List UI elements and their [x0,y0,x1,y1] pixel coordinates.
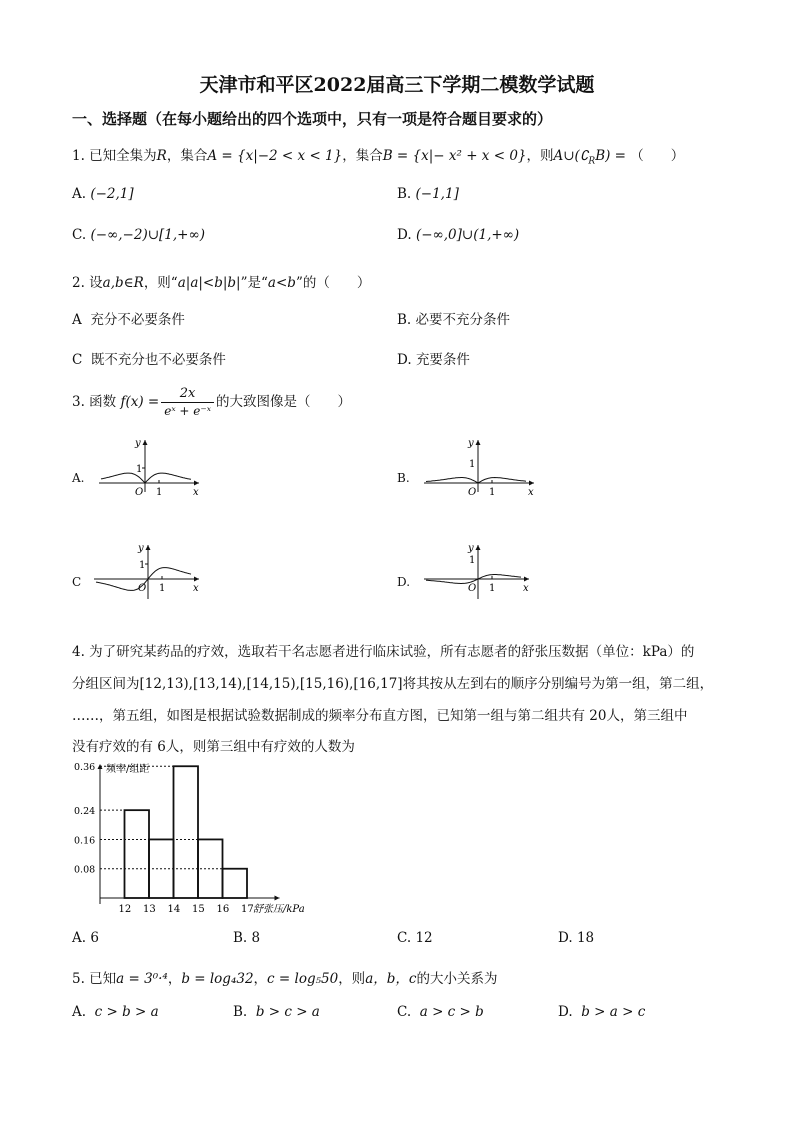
fraction: $\frac{2x}{\text{eˣ + e⁻ˣ}}$ [161,386,214,419]
question-4-line-4: 没有疗效的有 6人，则第三组中有疗效的人数为 [72,739,355,755]
question-4-option-a: A. 6 [72,930,99,946]
question-2-option-d: D. 充要条件 [397,352,470,368]
x-axis-label: x [523,583,529,594]
y-axis-label: y [468,543,474,554]
origin-label: O [138,583,147,594]
y-axis-label: y [138,543,144,554]
hist-y-tick-label: 0.36 [74,762,96,774]
graph-b-label: B. [397,471,410,485]
question-1-option-d: D. (−∞,0]∪(1,+∞) [397,227,520,243]
y-axis-label: y [135,438,141,449]
question-2-option-c: C 既不充分也不必要条件 [72,352,226,368]
x-one-label: 1 [156,487,163,498]
y-axis-arrow [476,545,481,550]
x-axis-arrow [529,481,534,486]
section-heading: 一、选择题（在每小题给出的四个选项中，只有一项是符合题目要求的） [72,110,553,128]
y-one-label: 1 [469,555,476,566]
origin-label: O [135,487,144,498]
hist-y-tick-label: 0.08 [74,864,96,876]
question-4-option-d: D. 18 [558,930,595,946]
x-axis-label: x [193,583,199,594]
question-2-option-a: A 充分不必要条件 [72,312,185,328]
question-4-option-c: C. 12 [397,930,433,946]
graph-d-label: D. [397,575,411,589]
question-4-line-2: 分组区间为[12,13),[13,14),[14,15),[15,16),[16,17]将其按从左到右的顺序分别编号为第一组，第二组， [72,676,714,692]
x-one-label: 1 [489,487,496,498]
question-5-option-b: B. b > c > a [233,1004,320,1020]
question-2-stem: 2. 设a,b∈R，则“a|a|<b|b|”是“a<b”的（ ） [72,275,371,291]
function-curve [426,478,526,483]
hist-x-tick-label: 15 [192,904,205,915]
hist-y-tick-label: 0.16 [74,835,96,847]
hist-y-tick-label: 0.24 [74,806,96,818]
x-axis-label: x [528,487,534,498]
hist-x-label: 舒张压/kPa [253,904,305,915]
graph-b [420,436,540,500]
hist-x-tick-label: 12 [118,904,132,915]
hist-x-axis-arrow [275,896,280,901]
hist-x-tick-label: 14 [167,904,181,915]
question-1-option-c: C. (−∞,−2)∪[1,+∞) [72,227,206,243]
y-axis-arrow [146,545,151,550]
question-1-stem: 1. 已知全集为R，集合A = {x|−2 < x < 1}，集合B = {x|− x² + x < 0}，则$A\cup(∁_RB)$ = （ ） [72,148,685,167]
graph-a [95,436,205,500]
question-2-option-b: B. 必要不充分条件 [397,312,511,328]
question-5-option-d: D. b > a > c [558,1004,646,1020]
hist-bar [223,869,248,898]
origin-label: O [468,583,477,594]
x-axis-arrow [194,481,199,486]
y-one-label: 1 [469,459,476,470]
y-axis-label: y [468,438,474,449]
hist-y-label: 频率/组距 [106,764,150,775]
y-axis-arrow [476,440,481,445]
x-axis-arrow [194,577,199,582]
question-3-stem: 3. 函数 f(x) = $\frac{2x}{\text{eˣ + e⁻ˣ}}$ 的大致图像是（ ） [72,386,351,418]
histogram [70,758,360,922]
hist-x-tick-label: 13 [143,904,156,915]
graph-c [90,541,205,607]
question-5-stem: 5. 已知a = 3⁰·⁴，b = log₄32，c = log₅50，则a，b，c的大小关系为 [72,971,498,987]
question-4-line-1: 4. 为了研究某药品的疗效，选取若干名志愿者进行临床试验，所有志愿者的舒张压数据（单位：kPa）的 [72,644,695,660]
hist-bar [125,810,150,898]
y-axis-arrow [143,440,148,445]
y-one-label: 1 [136,464,143,475]
question-4-line-3: ……，第五组，如图是根据试验数据制成的频率分布直方图，已知第一组与第二组共有 20人，第三组中 [72,708,688,724]
origin-label: O [468,487,477,498]
x-one-label: 1 [159,583,166,594]
question-1-option-a: A. (−2,1] [72,186,134,202]
x-axis-label: x [193,487,199,498]
hist-bar [174,766,199,898]
x-one-label: 1 [489,583,496,594]
hist-x-tick-label: 16 [216,904,230,915]
question-5-option-a: A. c > b > a [72,1004,159,1020]
question-1-option-b: B. (−1,1] [397,186,459,202]
page-title: 天津市和平区2022届高三下学期二模数学试题 [199,74,595,96]
x-axis-arrow [524,577,529,582]
graph-d [420,541,535,607]
function-curve [101,473,191,483]
question-4-option-b: B. 8 [233,930,261,946]
y-one-label: 1 [139,560,146,571]
question-5-option-c: C. a > c > b [397,1004,484,1020]
graph-a-label: A. [72,471,85,485]
graph-c-label: C [72,575,82,589]
hist-x-tick-label: 17 [241,904,254,915]
